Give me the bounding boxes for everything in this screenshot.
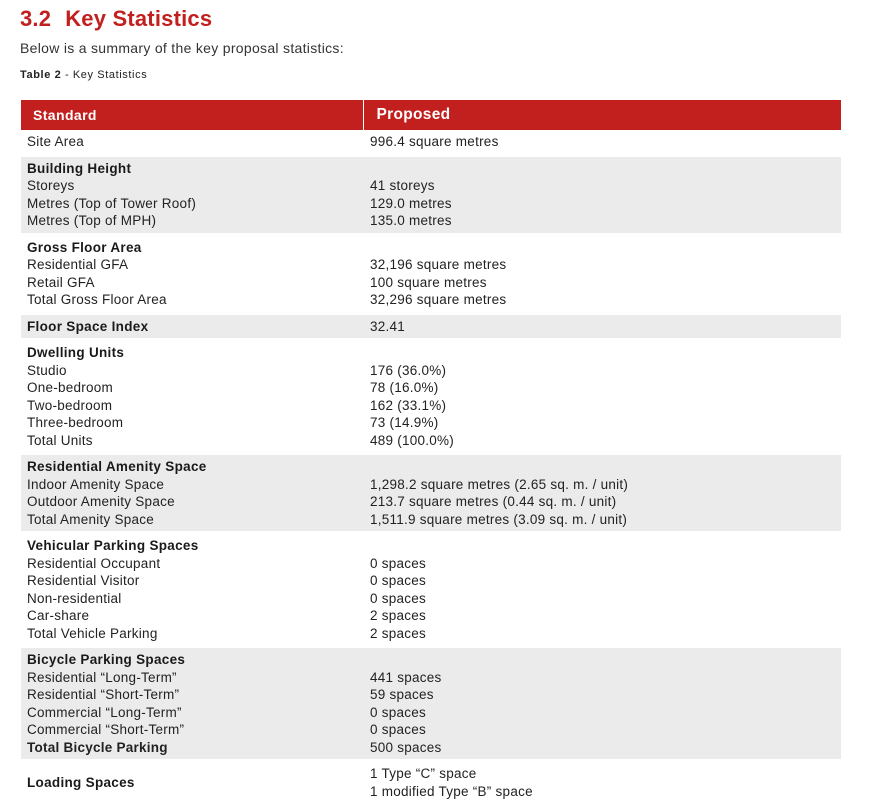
row-dwelling-units [21,340,841,454]
storeys-label: Storeys [27,178,75,193]
loading-value-1: 1 Type “C” space [370,766,477,781]
vehicular-values [363,533,841,647]
bicycle-title: Bicycle Parking Spaces [27,652,186,667]
residential-occupant-value: 0 spaces [370,555,427,571]
studio-value: 176 (36.0%) [370,362,447,378]
one-bedroom-label: One-bedroom [27,380,114,395]
two-bedroom-value: 162 (33.1%) [370,397,447,413]
intro-text: Below is a summary of the key proposal statistics: [20,40,344,56]
residential-visitor-value: 0 spaces [370,573,427,588]
row-gross-floor-area [21,234,841,313]
amenity-values [363,454,841,533]
amenity-labels [21,454,363,533]
one-bedroom-value: 78 (16.0%) [370,380,439,395]
section-number: 3.2 [20,6,52,31]
total-gfa-label: Total Gross Floor Area [27,292,167,307]
indoor-amenity-label: Indoor Amenity Space [27,476,165,492]
total-units-label: Total Units [27,432,93,448]
residential-gfa-value: 32,196 square metres [370,257,507,272]
metres-mph-label: Metres (Top of MPH) [27,213,157,228]
amenity-title: Residential Amenity Space [27,459,207,474]
residential-visitor-label: Residential Visitor [27,573,140,588]
dwelling-units-title: Dwelling Units [27,345,125,360]
total-bicycle-parking-value: 500 spaces [370,739,442,755]
fsi-label [21,313,363,340]
residential-short-term-label: Residential “Short-Term” [27,687,180,702]
indoor-amenity-value: 1,298.2 square metres (2.65 sq. m. / unit) [370,476,629,492]
loading-values [363,761,841,805]
loading-title: Loading Spaces [27,774,135,790]
three-bedroom-value: 73 (14.9%) [370,415,439,430]
metres-mph-value: 135.0 metres [370,213,452,228]
row-building-height [21,155,841,234]
row-loading-spaces [21,761,841,805]
residential-gfa-label: Residential GFA [27,257,129,272]
outdoor-amenity-label: Outdoor Amenity Space [27,494,175,509]
site-area-label: Site Area [21,130,363,155]
site-area-value: 996.4 square metres [363,130,841,155]
studio-label: Studio [27,362,67,378]
bicycle-values [363,647,841,761]
two-bedroom-label: Two-bedroom [27,397,113,413]
bicycle-labels [21,647,363,761]
row-floor-space-index [21,313,841,340]
dwelling-units-labels [21,340,363,454]
table-caption-text: - Key Statistics [61,69,148,81]
row-site-area [21,130,841,155]
building-height-values [363,155,841,234]
building-height-labels [21,155,363,234]
outdoor-amenity-value: 213.7 square metres (0.44 sq. m. / unit) [370,494,617,509]
retail-gfa-value: 100 square metres [370,274,487,290]
total-amenity-label: Total Amenity Space [27,511,155,527]
commercial-short-term-value: 0 spaces [370,722,427,737]
total-gfa-value: 32,296 square metres [370,292,507,307]
vehicular-labels [21,533,363,647]
vehicular-title: Vehicular Parking Spaces [27,538,199,553]
row-vehicular-parking [21,533,841,647]
table-caption [20,69,147,81]
key-statistics-table [21,100,841,806]
non-residential-label: Non-residential [27,590,122,606]
retail-gfa-label: Retail GFA [27,274,95,290]
storeys-value: 41 storeys [370,178,435,193]
car-share-value: 2 spaces [370,608,427,623]
three-bedroom-label: Three-bedroom [27,415,124,430]
residential-long-term-value: 441 spaces [370,669,442,685]
total-vehicle-parking-value: 2 spaces [370,625,427,641]
section-heading [20,6,212,32]
gfa-title: Gross Floor Area [27,239,142,255]
row-bicycle-parking [21,647,841,761]
total-bicycle-parking-label: Total Bicycle Parking [27,739,168,755]
commercial-long-term-value: 0 spaces [370,704,427,720]
table-header-row [21,100,841,130]
gfa-labels [21,234,363,313]
total-vehicle-parking-label: Total Vehicle Parking [27,625,158,641]
fsi-value: 32.41 [363,313,841,340]
header-standard: Standard [21,100,363,130]
commercial-short-term-label: Commercial “Short-Term” [27,722,185,737]
fsi-title: Floor Space Index [27,318,149,334]
non-residential-value: 0 spaces [370,590,427,606]
residential-short-term-value: 59 spaces [370,687,434,702]
building-height-title: Building Height [27,160,132,176]
metres-tower-roof-label: Metres (Top of Tower Roof) [27,195,197,211]
total-amenity-value: 1,511.9 square metres (3.09 sq. m. / unit) [370,511,628,527]
table-caption-label: Table 2 [20,69,62,81]
section-title: Key Statistics [65,6,213,31]
metres-tower-roof-value: 129.0 metres [370,195,452,211]
total-units-value: 489 (100.0%) [370,432,455,448]
commercial-long-term-label: Commercial “Long-Term” [27,704,182,720]
loading-label-cell [21,761,363,805]
dwelling-units-values [363,340,841,454]
loading-value-2: 1 modified Type “B” space [370,783,533,799]
residential-long-term-label: Residential “Long-Term” [27,669,177,685]
row-amenity-space [21,454,841,533]
header-proposed: Proposed [363,100,841,130]
gfa-values [363,234,841,313]
residential-occupant-label: Residential Occupant [27,555,161,571]
car-share-label: Car-share [27,608,90,623]
